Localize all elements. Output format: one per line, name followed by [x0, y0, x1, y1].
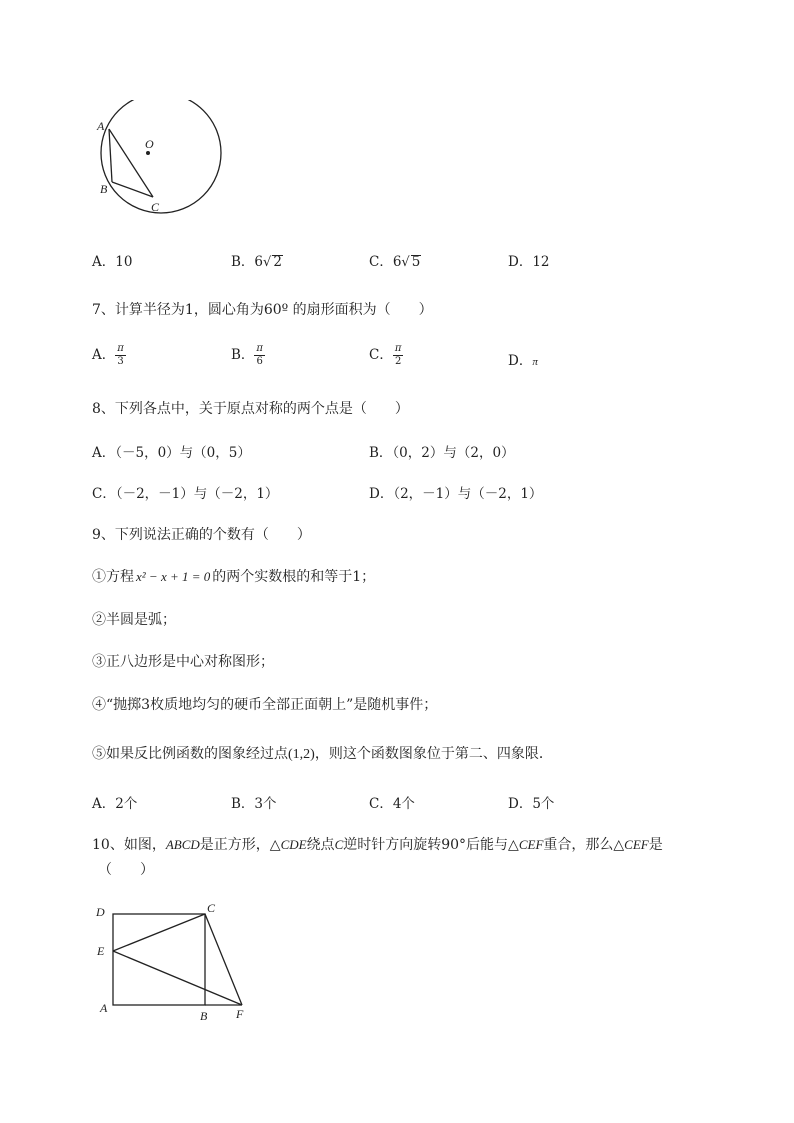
- q9-statement-2: ②半圆是弧；: [92, 612, 176, 628]
- q7-option-b-prefix: B．: [231, 347, 255, 363]
- q9-s1-post: 的两个实数根的和等于1；: [212, 569, 376, 585]
- q9-option-a: A．2个: [92, 796, 138, 812]
- q9-option-c: C．4个: [369, 796, 415, 812]
- label-b: B: [200, 1009, 208, 1023]
- q10-cde: CDE: [280, 837, 307, 852]
- q7-option-a-prefix: A．: [92, 347, 116, 363]
- q10-p1: 10、如图，: [92, 837, 166, 853]
- q7-option-b-fraction: [254, 343, 265, 368]
- q7-option-c: [369, 343, 403, 368]
- denominator: 3: [117, 356, 124, 367]
- q6-option-c-radicand: 5: [411, 254, 421, 270]
- q8-option-a: A．（－5，0）与（0，5）: [92, 445, 251, 461]
- q6-option-b-radicand: 2: [273, 254, 282, 270]
- q10-answer-bracket: （ ）: [98, 862, 154, 878]
- denominator: 2: [394, 356, 402, 367]
- label-e: E: [97, 944, 105, 958]
- q9-statement-5: [92, 743, 553, 763]
- circle-o: [101, 100, 221, 213]
- numerator: π: [117, 343, 124, 354]
- q7-option-d-value: π: [532, 356, 538, 368]
- q6-option-a: A．10: [92, 254, 133, 270]
- label-a: A: [100, 1001, 108, 1015]
- q10-p6: 是: [648, 837, 663, 853]
- q8-option-b: B．（0，2）与（2，0）: [369, 445, 515, 461]
- q7-text: 7、计算半径为1，圆心角为60º 的扇形面积为（ ）: [92, 302, 433, 318]
- q6-option-b: [231, 250, 283, 270]
- q8-option-d: D．（2，－1）与（－2，1）: [369, 486, 543, 502]
- segment-ec: [113, 914, 205, 951]
- label-c: C: [151, 200, 160, 214]
- q10-cef-2: CEF: [624, 837, 649, 852]
- sqrt-sign: √: [263, 255, 272, 270]
- label-f: F: [236, 1007, 244, 1021]
- q6-option-b-prefix: B．6: [231, 254, 264, 270]
- numerator: π: [394, 343, 402, 354]
- q10-p2: 是正方形，△: [199, 837, 281, 853]
- q10-cef-1: CEF: [518, 837, 544, 852]
- q9-option-b: B．3个: [231, 796, 277, 812]
- q6-option-c: [369, 250, 421, 270]
- q9-statement-4: ④“抛掷3枚质地均匀的硬币全部正面朝上”是随机事件；: [92, 697, 438, 713]
- q9-statement-3: ③正八边形是中心对称图形；: [92, 654, 274, 670]
- q10-p5: 重合，那么△: [543, 837, 625, 853]
- q10-c: C: [334, 837, 344, 852]
- numerator: π: [256, 343, 263, 354]
- q9-s1-equation: x² − x + 1 = 0: [136, 569, 211, 584]
- q6-option-d: D．12: [508, 254, 550, 270]
- q9-s5-point: (1,2): [288, 747, 315, 762]
- q10-text: [92, 834, 663, 854]
- label-c: C: [207, 901, 216, 915]
- q7-option-a-fraction: [115, 343, 126, 368]
- square-abcd: [113, 914, 205, 1005]
- q7-option-b: [231, 343, 265, 368]
- q8-option-c: C．（－2，－1）与（－2，1）: [92, 486, 279, 502]
- q8-text: 8、下列各点中，关于原点对称的两个点是（ ）: [92, 401, 409, 417]
- denominator: 6: [256, 356, 263, 367]
- label-b: B: [100, 182, 108, 196]
- q7-option-d: [508, 349, 538, 369]
- q9-text: 9、下列说法正确的个数有（ ）: [92, 527, 311, 543]
- q7-option-c-fraction: [393, 343, 404, 368]
- label-a: A: [97, 119, 105, 133]
- q7-option-d-prefix: D．: [508, 353, 533, 369]
- q6-option-c-prefix: C．6: [369, 254, 402, 270]
- sqrt-sign: √: [401, 255, 410, 270]
- q10-abcd: ABCD: [165, 837, 200, 852]
- q10-p4: 逆时针方向旋转90°后能与△: [343, 837, 519, 853]
- center-point: [146, 151, 150, 155]
- label-d: D: [96, 905, 105, 919]
- label-o: O: [145, 137, 154, 151]
- q9-s5-pre: ⑤如果反比例函数的图象经过点: [92, 746, 288, 762]
- q9-s5-post: ，则这个函数图象位于第二、四象限．: [314, 746, 553, 762]
- q9-option-d: D．5个: [508, 796, 555, 812]
- q7-option-a: [92, 343, 126, 368]
- q9-statement-1: [92, 566, 375, 586]
- chord-ab: [109, 129, 112, 182]
- circle-figure: [90, 100, 230, 220]
- q10-p3: 绕点: [306, 837, 335, 853]
- square-figure: [90, 898, 260, 1030]
- q7-option-c-prefix: C．: [369, 347, 393, 363]
- q9-s1-pre: ①方程: [92, 569, 134, 585]
